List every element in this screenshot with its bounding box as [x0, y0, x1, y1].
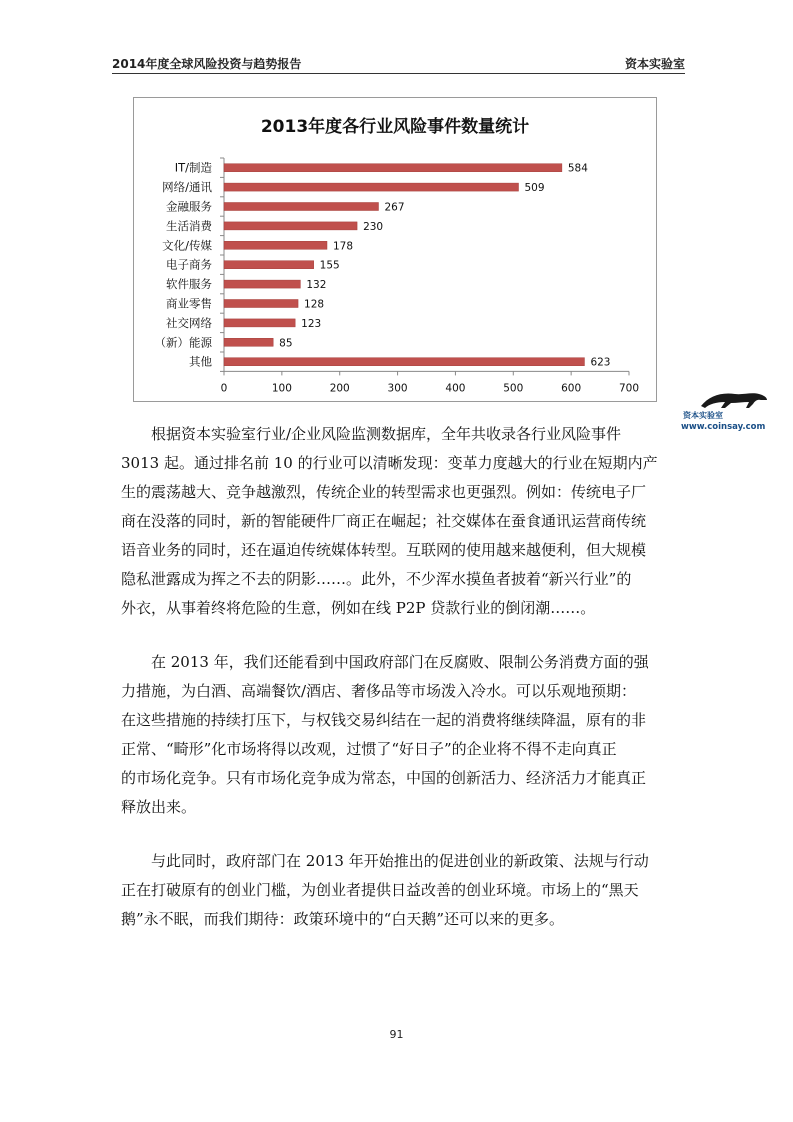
publisher-name: 资本实验室 — [624, 57, 685, 71]
x-tick-label: 200 — [329, 382, 350, 395]
bar — [224, 319, 295, 327]
value-label: 132 — [306, 279, 327, 292]
page-number: 91 — [389, 1028, 404, 1041]
paragraph-2 — [121, 648, 677, 822]
bar — [224, 203, 378, 211]
bar — [224, 338, 273, 346]
category-label: 生活消费 — [166, 218, 212, 233]
paragraph-line: 与此同时，政府部门在 2013 年开始推出的促进创业的新政策、法规与行动 — [121, 852, 649, 870]
paragraph-line: 正常、“畸形”化市场将得以改观，过惯了“好日子”的企业将不得不走向真正 — [121, 740, 617, 758]
paragraph-line: 生的震荡越大、竞争越激烈，传统企业的转型需求也更强烈。例如：传统电子厂 — [121, 483, 647, 501]
bar — [224, 183, 518, 191]
bar — [224, 300, 298, 308]
value-label: 584 — [567, 162, 588, 175]
x-tick-label: 500 — [503, 382, 524, 395]
report-title: 2014年度全球风险投资与趋势报告 — [112, 57, 302, 71]
paragraph-line: 正在打破原有的创业门槛，为创业者提供日益改善的创业环境。市场上的“黑天 — [121, 881, 639, 899]
value-label: 85 — [279, 337, 293, 350]
watermark-brand: 资本实验室 — [683, 411, 723, 420]
value-label: 267 — [384, 201, 405, 214]
paragraph-line: 在这些措施的持续打压下，与权钱交易纠结在一起的消费将继续降温，原有的非 — [121, 711, 647, 729]
paragraph-1 — [121, 420, 677, 623]
paragraph-3 — [121, 847, 677, 934]
paragraph-line: 释放出来。 — [121, 798, 197, 816]
category-label: 金融服务 — [166, 199, 212, 214]
category-label: 网络/通讯 — [162, 180, 212, 195]
paragraph-line: 在 2013 年，我们还能看到中国政府部门在反腐败、限制公务消费方面的强 — [121, 653, 649, 671]
chart-title: 2013年度各行业风险事件数量统计 — [260, 117, 530, 137]
value-label: 509 — [524, 182, 545, 195]
watermark-logo — [669, 388, 779, 436]
bar — [224, 261, 314, 269]
chart-canvas — [134, 98, 656, 401]
category-label: 商业零售 — [166, 296, 212, 311]
x-tick-label: 600 — [561, 382, 582, 395]
panther-icon — [699, 388, 769, 410]
value-label: 178 — [332, 240, 354, 253]
paragraph-line: 根据资本实验室行业/企业风险监测数据库，全年共收录各行业风险事件 — [121, 425, 622, 443]
bar — [224, 241, 327, 249]
x-tick-label: 700 — [618, 382, 640, 395]
paragraph-line: 语音业务的同时，还在逼迫传统媒体转型。互联网的使用越来越便利，但大规模 — [121, 541, 647, 559]
value-label: 155 — [319, 259, 340, 272]
paragraph-line: 的市场化竞争。只有市场化竞争成为常态，中国的创新活力、经济活力才能真正 — [121, 769, 647, 787]
bar — [224, 164, 562, 172]
category-label: 文化/传媒 — [162, 238, 212, 253]
value-label: 623 — [590, 356, 611, 369]
category-label: 电子商务 — [166, 257, 212, 272]
bar — [224, 358, 584, 366]
x-tick-label: 0 — [220, 382, 228, 395]
bar — [224, 222, 357, 230]
x-tick-label: 400 — [445, 382, 466, 395]
paragraph-line: 力措施，为白酒、高端餐饮/酒店、奢侈品等市场泼入冷水。可以乐观地预期： — [121, 682, 637, 700]
category-label: 其他 — [189, 354, 212, 369]
paragraph-line: 隐私泄露成为挥之不去的阴影……。此外，不少浑水摸鱼者披着“新兴行业”的 — [121, 570, 632, 588]
bar-chart — [133, 97, 766, 432]
paragraph-line: 外衣，从事着终将危险的生意，例如在线 P2P 贷款行业的倒闭潮……。 — [121, 599, 596, 617]
x-tick-label: 300 — [387, 382, 408, 395]
header-divider — [112, 73, 685, 74]
category-label: 软件服务 — [166, 277, 212, 292]
paragraph-line: 鹅”永不眠，而我们期待：政策环境中的“白天鹅”还可以来的更多。 — [121, 910, 565, 928]
category-label: 社交网络 — [166, 315, 212, 330]
category-label: IT/制造 — [174, 160, 212, 175]
value-label: 123 — [301, 317, 322, 330]
paragraph-line: 3013 起。通过排名前 10 的行业可以清晰发现：变革力度越大的行业在短期内产 — [121, 454, 658, 472]
value-label: 230 — [363, 220, 384, 233]
value-label: 128 — [304, 298, 325, 311]
x-tick-label: 100 — [271, 382, 292, 395]
category-label: （新）能源 — [154, 335, 212, 350]
watermark-url: www.coinsay.com — [681, 422, 766, 432]
bar — [224, 280, 300, 288]
page-header — [112, 55, 685, 73]
paragraph-line: 商在没落的同时，新的智能硬件厂商正在崛起；社交媒体在蚕食通讯运营商传统 — [121, 512, 647, 530]
